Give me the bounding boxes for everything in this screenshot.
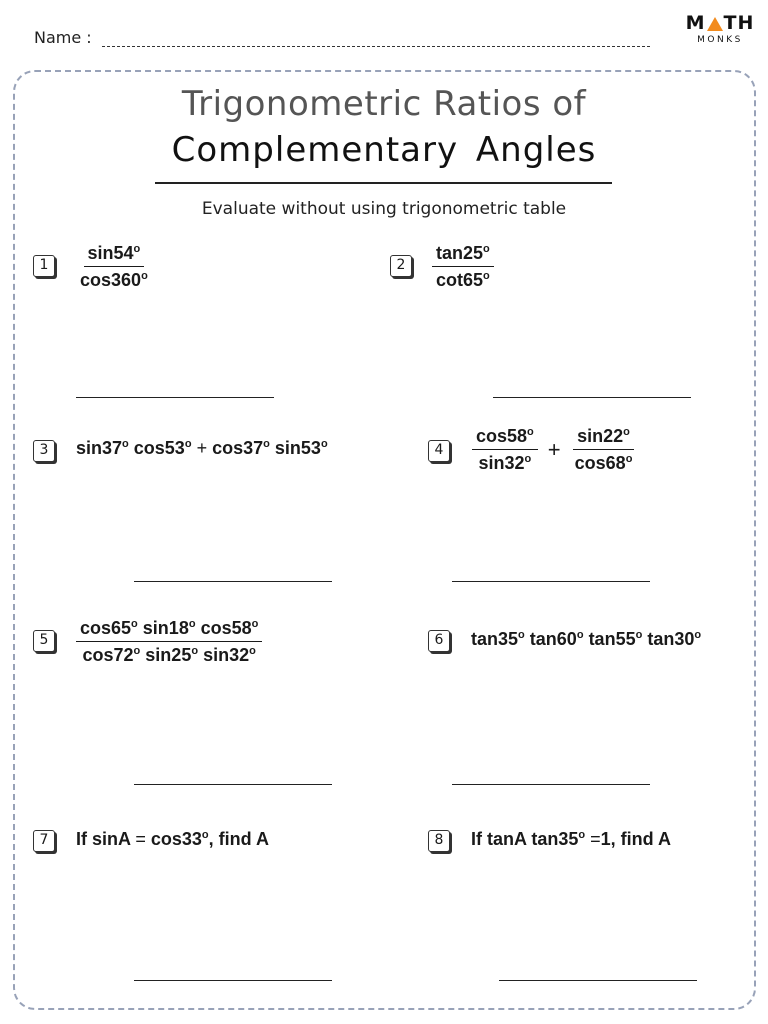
degree-symbol: o	[184, 438, 192, 450]
term: tan30	[647, 629, 695, 649]
term: sin37	[76, 438, 123, 458]
expression-text: , find A	[208, 829, 269, 849]
denominator-term: cos72	[82, 645, 134, 665]
answer-line-5[interactable]	[134, 784, 332, 785]
question-7-expression	[76, 829, 269, 850]
plus-operator: +	[196, 438, 208, 458]
name-row	[34, 28, 97, 47]
degree-symbol: o	[320, 438, 328, 450]
question-number-3: 3	[33, 440, 55, 462]
question-1-expression	[76, 243, 152, 291]
denominator: cos68	[574, 453, 626, 473]
degree-symbol: o	[518, 629, 525, 641]
logo-triangle-icon	[707, 17, 723, 31]
question-5-expression	[76, 618, 262, 666]
degree-symbol: o	[578, 829, 586, 841]
term: cos53	[133, 438, 185, 458]
equals-operator: =	[135, 829, 146, 849]
numerator-term: sin18	[142, 618, 189, 638]
term: tan55	[588, 629, 636, 649]
name-blank-line[interactable]	[102, 46, 650, 47]
denominator: sin32	[478, 453, 525, 473]
name-label: Name :	[34, 28, 97, 47]
fraction-2	[571, 426, 637, 474]
degree-symbol: o	[263, 438, 270, 450]
degree-symbol: o	[191, 645, 199, 657]
term: sin53	[274, 438, 321, 458]
answer-line-2[interactable]	[493, 397, 691, 398]
expression-text: If tanA tan35	[471, 829, 579, 849]
logo-wordmark	[684, 14, 756, 33]
degree-symbol: o	[524, 453, 532, 465]
question-number-6: 6	[428, 630, 450, 652]
title-line-1: Trigonometric Ratios of	[181, 84, 587, 124]
answer-line-7[interactable]	[134, 980, 332, 981]
numerator: sin54	[87, 243, 134, 263]
question-number-8: 8	[428, 830, 450, 852]
degree-symbol: o	[133, 645, 141, 657]
question-8-expression	[471, 829, 671, 850]
numerator-term: cos65	[80, 618, 132, 638]
answer-line-4[interactable]	[452, 581, 650, 582]
fraction-1	[472, 426, 538, 474]
logo-subtext: MONKS	[697, 35, 743, 45]
answer-line-8[interactable]	[499, 980, 697, 981]
denominator-term: sin25	[145, 645, 192, 665]
degree-symbol: o	[188, 618, 196, 630]
fraction	[76, 618, 262, 666]
term: cos33	[150, 829, 202, 849]
term: cos37	[212, 438, 264, 458]
degree-symbol: o	[122, 438, 129, 450]
instruction-text: Evaluate without using trigonometric table	[201, 199, 567, 219]
denominator: cot65	[436, 270, 484, 290]
question-number-5: 5	[33, 630, 55, 652]
degree-symbol: o	[483, 270, 490, 282]
expression-text: If sinA	[76, 829, 136, 849]
term: tan35	[471, 629, 519, 649]
degree-symbol: o	[576, 629, 584, 641]
question-number-4: 4	[428, 440, 450, 462]
degree-symbol: o	[249, 645, 256, 657]
degree-symbol: o	[483, 243, 490, 255]
degree-symbol: o	[623, 426, 630, 438]
answer-line-3[interactable]	[134, 581, 332, 582]
title-underline	[155, 182, 612, 184]
fraction	[432, 243, 494, 291]
expression-text: 1, find A	[600, 829, 671, 849]
question-2-expression	[432, 243, 494, 291]
math-monks-logo	[684, 14, 756, 45]
degree-symbol: o	[131, 618, 138, 630]
question-number-2: 2	[390, 255, 412, 277]
logo-letters-th: TH	[723, 12, 755, 34]
logo-letter-m: M	[685, 12, 706, 34]
equals-operator: =	[590, 829, 601, 849]
denominator: cos360	[80, 270, 142, 290]
degree-symbol: o	[141, 270, 148, 282]
degree-symbol: o	[635, 629, 643, 641]
numerator: cos58	[476, 426, 528, 446]
degree-symbol: o	[201, 829, 209, 841]
question-4-expression	[472, 426, 636, 474]
title-line-2: Complementary Angles	[171, 130, 597, 170]
numerator-term: cos58	[200, 618, 252, 638]
question-3-expression	[76, 438, 328, 459]
degree-symbol: o	[694, 629, 702, 641]
fraction	[76, 243, 152, 291]
degree-symbol: o	[251, 618, 259, 630]
degree-symbol: o	[527, 426, 534, 438]
numerator: sin22	[577, 426, 624, 446]
degree-symbol: o	[625, 453, 633, 465]
degree-symbol: o	[133, 243, 141, 255]
denominator-term: sin32	[203, 645, 250, 665]
numerator: tan25	[436, 243, 484, 263]
answer-line-1[interactable]	[76, 397, 274, 398]
plus-operator: +	[547, 437, 561, 462]
answer-line-6[interactable]	[452, 784, 650, 785]
question-number-1: 1	[33, 255, 55, 277]
question-number-7: 7	[33, 830, 55, 852]
term: tan60	[529, 629, 577, 649]
question-6-expression	[471, 629, 701, 650]
